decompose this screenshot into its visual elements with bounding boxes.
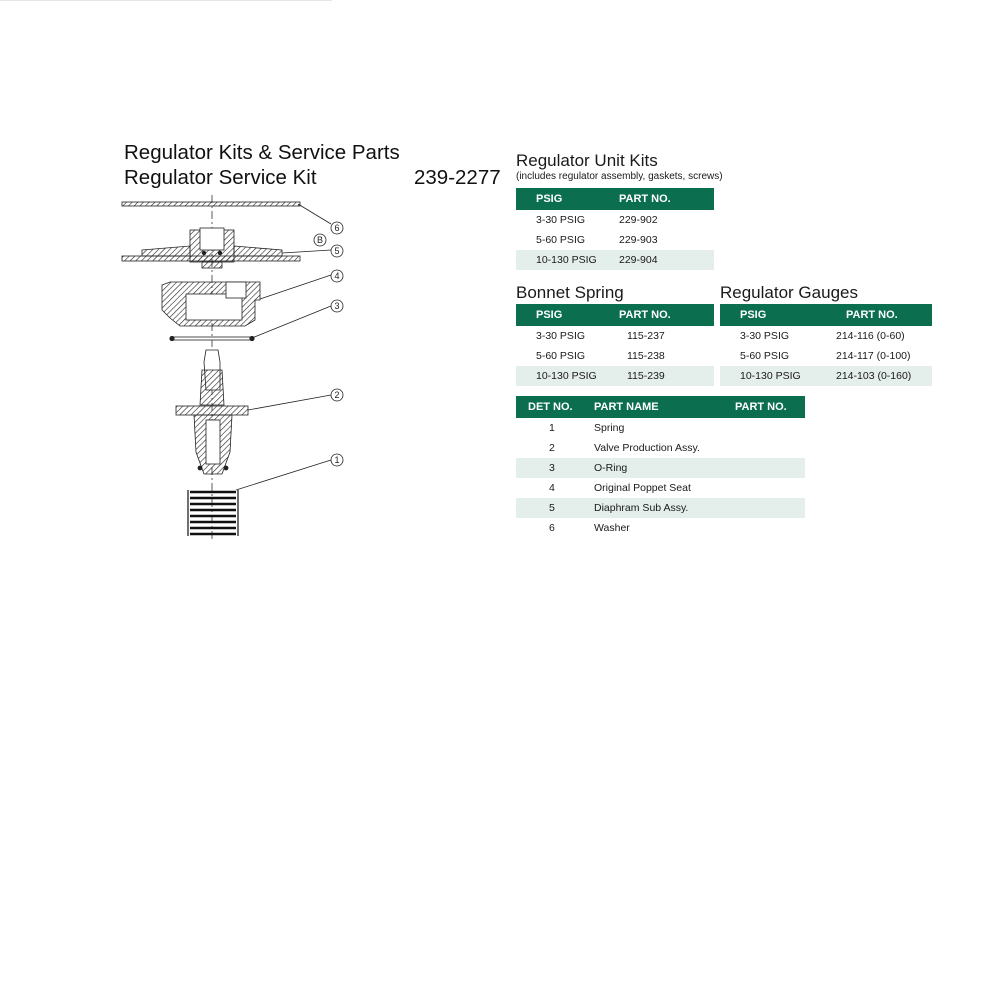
callout-3 <box>331 300 343 312</box>
part-no-cell: 229-902 <box>619 214 658 226</box>
valve-assembly-part <box>176 350 248 474</box>
unit-kits-table <box>516 188 714 270</box>
part-name-cell: Valve Production Assy. <box>594 442 700 454</box>
part-no-cell <box>735 418 805 438</box>
table-row <box>516 478 805 498</box>
bonnet-spring-table <box>516 304 714 386</box>
det-no-cell: 5 <box>516 498 593 518</box>
svg-text:2: 2 <box>334 390 340 400</box>
gauges-table <box>720 304 932 386</box>
bonnet-spring-title: Bonnet Spring <box>516 283 624 302</box>
column-header: PART NO. <box>735 396 805 418</box>
callout-b <box>314 234 326 246</box>
part-no-cell: 115-239 <box>619 366 714 386</box>
table-header-row <box>516 188 714 210</box>
det-no-cell: 6 <box>549 522 555 534</box>
callout-4 <box>331 270 343 282</box>
psig-cell: 3-30 PSIG <box>740 330 790 342</box>
part-no-cell <box>735 498 805 518</box>
psig-cell: 3-30 PSIG <box>536 330 586 342</box>
table-row <box>516 250 714 270</box>
column-header: PART NAME <box>593 396 735 418</box>
column-header: PSIG <box>516 188 619 210</box>
table-row <box>516 518 805 538</box>
det-no-cell: 3 <box>516 458 593 478</box>
part-no-cell: 115-237 <box>627 330 665 342</box>
part-no-cell: 115-238 <box>627 350 665 362</box>
psig-cell: 10-130 PSIG <box>516 250 619 270</box>
gauges-title: Regulator Gauges <box>720 283 858 302</box>
table-row <box>516 418 805 438</box>
svg-text:B: B <box>316 235 324 245</box>
o-ring-part <box>169 336 254 341</box>
spring-part <box>188 490 238 536</box>
det-no-cell: 2 <box>549 442 555 454</box>
column-header: PART NO. <box>619 188 714 210</box>
part-name-cell: Diaphram Sub Assy. <box>593 498 735 518</box>
svg-text:6: 6 <box>334 223 340 233</box>
column-header: PART NO. <box>619 304 714 326</box>
psig-cell: 3-30 PSIG <box>536 214 586 226</box>
table-header-row <box>516 396 805 418</box>
part-no-cell <box>735 438 805 458</box>
det-no-cell: 4 <box>549 482 555 494</box>
kit-title: Regulator Service Kit <box>124 166 317 189</box>
part-no-cell: 229-904 <box>619 250 714 270</box>
svg-text:5: 5 <box>334 246 340 256</box>
callout-2 <box>331 389 343 401</box>
part-no-cell: 214-116 (0-60) <box>836 330 905 342</box>
part-name-cell: Spring <box>594 422 625 434</box>
page-title: Regulator Kits & Service Parts <box>124 141 400 164</box>
column-header: PSIG <box>516 304 619 326</box>
table-row <box>516 210 714 230</box>
table-row <box>516 326 714 346</box>
table-row <box>720 366 932 386</box>
parts-list-table <box>516 396 805 538</box>
part-no-cell <box>735 478 805 498</box>
unit-kits-note: (includes regulator assembly, gaskets, screws) <box>516 171 723 182</box>
column-header: PART NO. <box>824 304 932 326</box>
part-name-cell: Original Poppet Seat <box>594 482 691 494</box>
kit-number: 239-2277 <box>414 166 501 189</box>
part-name-cell: Washer <box>594 522 630 534</box>
column-header: DET NO. <box>516 396 593 418</box>
part-name-cell: O-Ring <box>593 458 735 478</box>
diaphragm-sub-assembly <box>122 228 300 268</box>
regulator-exploded-diagram <box>110 190 350 545</box>
svg-text:1: 1 <box>334 455 340 465</box>
psig-cell: 10-130 PSIG <box>516 366 619 386</box>
poppet-seat-part <box>162 282 260 326</box>
callout-5 <box>331 245 343 257</box>
svg-text:3: 3 <box>334 301 340 311</box>
psig-cell: 10-130 PSIG <box>720 366 824 386</box>
psig-cell: 5-60 PSIG <box>536 234 586 246</box>
table-row <box>516 230 714 250</box>
table-row <box>516 498 805 518</box>
svg-text:4: 4 <box>334 271 340 281</box>
table-row <box>720 326 932 346</box>
washer-part <box>122 202 300 206</box>
part-no-cell: 214-117 (0-100) <box>836 350 911 362</box>
unit-kits-title: Regulator Unit Kits <box>516 151 658 170</box>
table-row <box>516 366 714 386</box>
top-divider <box>0 0 332 1</box>
part-no-cell <box>735 518 805 538</box>
table-row <box>516 438 805 458</box>
table-header-row <box>720 304 932 326</box>
callout-6 <box>331 222 343 234</box>
table-row <box>720 346 932 366</box>
psig-cell: 5-60 PSIG <box>536 350 586 362</box>
column-header: PSIG <box>720 304 824 326</box>
table-row <box>516 346 714 366</box>
psig-cell: 5-60 PSIG <box>740 350 790 362</box>
part-no-cell <box>735 458 805 478</box>
table-row <box>516 458 805 478</box>
part-no-cell: 229-903 <box>619 234 658 246</box>
part-no-cell: 214-103 (0-160) <box>824 366 932 386</box>
table-header-row <box>516 304 714 326</box>
callout-1 <box>331 454 343 466</box>
det-no-cell: 1 <box>549 422 555 434</box>
